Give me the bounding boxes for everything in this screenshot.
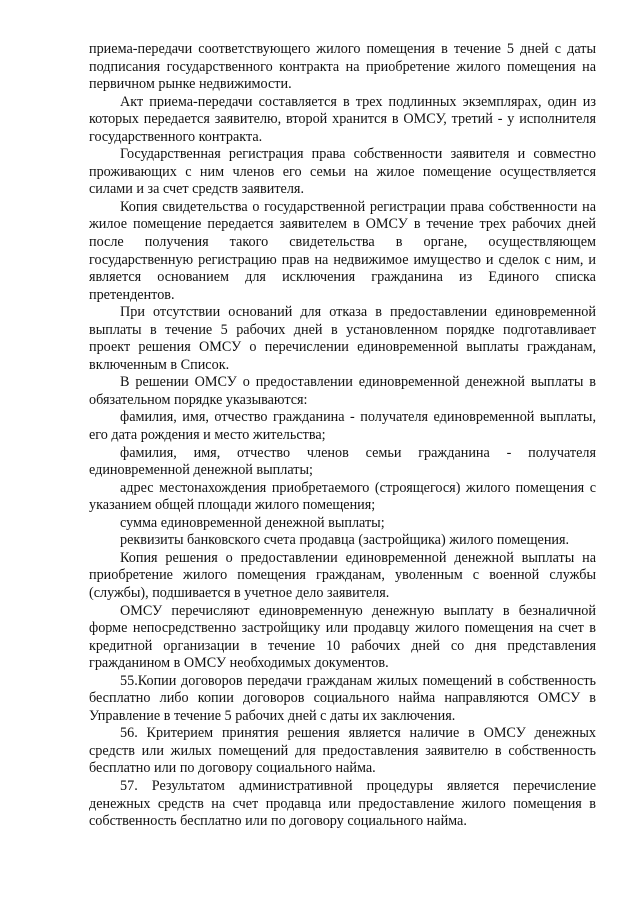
paragraph-state-registration: Государственная регистрация права собственности заявителя и совместно проживающих с ним членов его семьи на жилое помещение осуществляется силами и за счет средств заявителя. (89, 146, 596, 198)
paragraph-clause-57: 57. Результатом административной процедуры является перечисление денежных средств на счет продавца или предоставление жилого помещения в собственность бесплатно или по договору социального найма. (89, 777, 596, 830)
paragraph-payment-decision-draft: При отсутствии оснований для отказа в предоставлении единовременной выплаты в течение 5 рабочих дней в установленном порядке подготавливает проект решения ОМСУ о перечислении единовременной выплаты гражданам, включенным в Список. (89, 304, 596, 373)
document-page (89, 41, 596, 831)
list-item-bank-details: реквизиты банковского счета продавца (застройщика) жилого помещения. (120, 532, 570, 549)
paragraph-certificate-copy: Копия свидетельства о государственной регистрации права собственности на жилое помещение передается заявителем в ОМСУ в течение трех рабочих дней после получения такого свидетельства в органе, осуществляющем государственную регистрацию прав на недвижимое имущество и сделок с ним, и является основанием для исключения гражданина из Единого списка претендентов. (89, 198, 596, 303)
paragraph-payment-transfer: ОМСУ перечисляют единовременную денежную выплату в безналичной форме непосредственно застройщику или продавцу жилого помещения на счет в кредитной организации в течение 10 рабочих дней со дня представления гражданином в ОМСУ необходимых документов. (89, 602, 596, 672)
list-item-payment-amount: сумма единовременной денежной выплаты; (120, 514, 385, 531)
paragraph-clause-56: 56. Критерием принятия решения является наличие в ОМСУ денежных средств или жилых помещений для предоставления заявителю в собственность бесплатно или по договору социального найма. (89, 725, 596, 777)
paragraph-transfer-acceptance-continued: приема-передачи соответствующего жилого помещения в течение 5 дней с даты подписания государственного контракта на приобретение жилого помещения на первичном рынке недвижимости. (89, 41, 596, 93)
paragraph-decision-copy-filing: Копия решения о предоставлении единовременной денежной выплаты на приобретение жилого помещения гражданам, уволенным с военной службы (службы), подшивается в учетное дело заявителя. (89, 549, 596, 601)
paragraph-decision-contents: В решении ОМСУ о предоставлении единовременной денежной выплаты в обязательном порядке указываются: (89, 374, 596, 408)
list-item-property-address: адрес местонахождения приобретаемого (строящегося) жилого помещения с указанием общей площади жилого помещения; (89, 479, 596, 514)
list-item-family-members: фамилия, имя, отчество членов семьи гражданина - получателя единовременной денежной выплаты; (89, 444, 596, 479)
list-item-recipient-name: фамилия, имя, отчество гражданина - получателя единовременной выплаты, его дата рождения и место жительства; (89, 409, 596, 444)
paragraph-act-copies: Акт приема-передачи составляется в трех подлинных экземплярах, один из которых передается заявителю, второй хранится в ОМСУ, третий - у исполнителя государственного контракта. (89, 93, 596, 145)
paragraph-clause-55: 55.Копии договоров передачи гражданам жилых помещений в собственность бесплатно либо копии договоров социального найма направляются ОМСУ в Управление в течение 5 рабочих дней с даты их заключения. (89, 672, 596, 724)
